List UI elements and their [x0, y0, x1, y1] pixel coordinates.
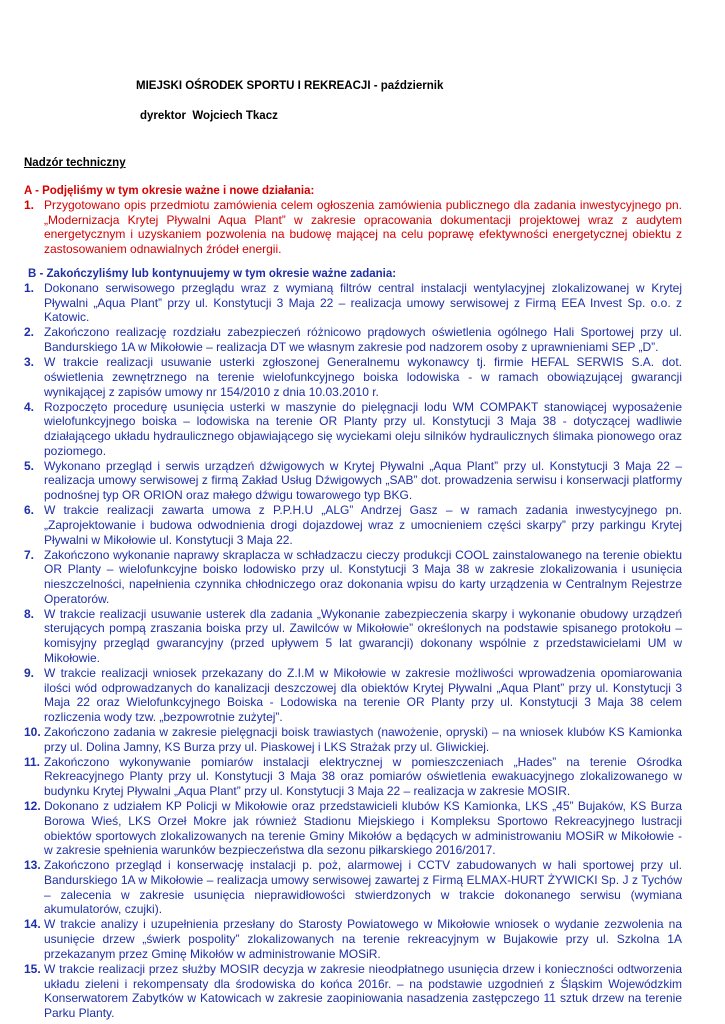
item-number: 2.: [24, 325, 35, 340]
list-item: [24, 325, 682, 354]
item-number: 14.: [24, 917, 41, 932]
list-item: [24, 666, 682, 724]
item-text: Dokonano z udziałem KP Policji w Mikołowie oraz przedstawicieli klubów KS Kamionka, LKS „45” Bujaków, KS Burza Borowa Wieś, LKS Orzeł Mokre jak również Stadionu Miejskiego i Kompleksu Sportowo Rekreacyjnego lustracji obiektów sportowych zlokalizowanych na terenie Gminy Mikołów a będących w administrowaniu MOSiR w Mikołowie - w zakresie spełnienia warunków bezpieczeństwa dla sezonu piłkarskiego 2016/2017.: [44, 799, 682, 858]
section-b-list: [24, 281, 682, 1021]
item-text: Zakończono realizację rozdziału zabezpieczeń różnicowo prądowych oświetlenia ogólnego Hali Sportowej przy ul. Bandurskiego 1A w Mikołowie – realizacja DT we własnym zakresie pod nadzorem osoby z uprawnieniami SEP „D”.: [44, 325, 682, 355]
item-text: Zakończono wykonanie naprawy skraplacza w schładzaczu cieczy produkcji COOL zainstalowanego na terenie obiektu OR Planty – wielofunkcyjne boisko lodowisko przy ul. Konstytucji 3 Maja 38 w zakresie zlokalizowania i usunięcia nieszczelności, napełnienia czynnika chłodniczego oraz dokonania wpisu do karty urządzenia w Centralnym Rejestrze Operatorów.: [44, 547, 682, 606]
section-title: Nadzór techniczny: [24, 157, 126, 169]
list-item: [24, 725, 682, 754]
item-number: 10.: [24, 725, 41, 739]
list-item: [24, 355, 682, 399]
item-text: Rozpoczęto procedurę usunięcia usterki w maszynie do pielęgnacji lodu WM COMPAKT stanowiącej wyposażenie wielofunkcyjnego boiska – lodowiska na terenie OR Planty przy ul. Konstytucji 3 Maja 38 - dotyczącej wadliwie działającego układu hydraulicznego objawiającego się wyciekami oleju silników hydraulicznych ślimaka pionowego oraz poziomego.: [44, 399, 682, 458]
item-text: Zakończono przegląd i konserwację instalacji p. poż, alarmowej i CCTV zabudowanych w hali sportowej przy ul. Bandurskiego 1A w Mikołowie – realizacja umowy serwisowej zawartej z Firmą ELMAX-HURT ŻYWICKI Sp. J z Tychów – zalecenia w zakresie usunięcia nieprawidłowości stwierdzonych w trakcie dokonanego serwisu (wymiana akumulatorów, czujki).: [44, 858, 682, 917]
item-number: 9.: [24, 665, 35, 680]
list-item: [24, 400, 682, 458]
list-item: [24, 198, 682, 256]
item-number: 6.: [24, 503, 35, 518]
list-item: [24, 607, 682, 665]
item-text: W trakcie realizacji przez służby MOSIR decyzja w zakresie nieodpłatnego usunięcia drzew i konieczności odtworzenia układu zieleni i rekompensaty dla środowiska do końca 2016r. – na podstawie uzgodnień z Śląskim Wojewódzkim Konserwatorem Zabytków w Katowicach w zakresie zaopiniowania nasadzenia zastępczego 11 sztuk drzew na terenie Parku Planty.: [44, 961, 682, 1020]
section-b-heading: B - Zakończyliśmy lub kontynuujemy w tym okresie ważne zadania:: [28, 268, 397, 280]
item-number: 13.: [24, 858, 41, 873]
list-item: [24, 917, 682, 961]
item-text: Dokonano serwisowego przeglądu wraz z wymianą filtrów central instalacji wentylacyjnej zlokalizowanej w Krytej Pływalni „Aqua Plant” przy ul. Konstytucji 3 Maja 22 – realizacja umowy serwisowej z Firmą EEA Invest Sp. o.o. z Katowic.: [44, 281, 682, 325]
list-item: [24, 858, 682, 916]
item-text: Wykonano przegląd i serwis urządzeń dźwigowych w Krytej Pływalni „Aqua Plant” przy ul. Konstytucji 3 Maja 22 – realizacja umowy serwisowej z firmą Zakład Usług Dźwigowych „SAB” dot. prowadzenia serwisu i konserwacji platformy podnośnej typ OR ORION oraz małego dźwigu towarowego typ BKG.: [44, 458, 682, 503]
director-line: dyrektor Wojciech Tkacz: [140, 110, 278, 122]
list-item: [24, 548, 682, 606]
section-a-heading: A - Podjęliśmy w tym okresie ważne i nowe działania:: [24, 185, 315, 197]
item-number: 8.: [24, 606, 35, 621]
item-number: 1.: [24, 281, 35, 295]
item-number: 15.: [24, 961, 41, 976]
item-text: W trakcie analizy i uzupełnienia przesłany do Starosty Powiatowego w Mikołowie wniosek o wydanie zezwolenia na usunięcie drzew „świerk pospolity” zlokalizowanych na terenie rekreacyjnym w Bujakowie przy ul. Szkolna 1A przekazanym przez Gminę Mikołów w administrowanie MOSiR.: [44, 917, 682, 961]
list-item: [24, 459, 682, 503]
item-number: 12.: [24, 799, 41, 814]
item-number: 4.: [24, 399, 35, 414]
item-text: W trakcie realizacji usuwanie usterek dla zadania „Wykonanie zabezpieczenia skarpy i wykonanie obudowy urządzeń sterujących pompą zraszania boiska przy ul. Zawilców w Mikołowie” określonych na podstawie spisanego protokołu – komisyjny przegląd gwarancyjny (przed upływem 5 lat gwarancji) dokonany wspólnie z przedstawicielami UM w Mikołowie.: [44, 606, 682, 665]
item-text: Zakończono wykonywanie pomiarów instalacji elektrycznej w pomieszczeniach „Hades” na terenie Ośrodka Rekreacyjnego Planty przy ul. Konstytucji 3 Maja 38 oraz pomiarów oświetlenia ewakuacyjnego zlokalizowanego w budynku Krytej Pływalni „Aqua Plant” przy ul. Konstytucji 3 Maja 22 – realizacja w zakresie MOSIR.: [44, 754, 682, 799]
item-text: Zakończono zadania w zakresie pielęgnacji boisk trawiastych (nawożenie, opryski) – na wniosek klubów KS Kamionka przy ul. Dolina Jamny, KS Burza przy ul. Piaskowej i LKS Strażak przy ul. Gliwickiej.: [44, 725, 682, 754]
item-number: 11.: [24, 754, 41, 769]
item-text: Przygotowano opis przedmiotu zamówienia celem ogłoszenia zamówienia publicznego dla zadania inwestycyjnego pn. „Modernizacja Krytej Pływalni Aqua Plant” w zakresie opracowania dokumentacji projektowej wraz z audytem energetycznym i uzyskaniem pozwolenia na budowę mającej na celu poprawę efektywności energetycznej obiektu z zastosowaniem odnawialnych źródeł energii.: [44, 198, 682, 256]
list-item: [24, 799, 682, 857]
item-text: W trakcie realizacji zawarta umowa z P.P.H.U „ALG” Andrzej Gasz – w ramach zadania inwestycyjnego pn. „Zaprojektowanie i budowa odwodnienia drogi dojazdowej wraz z umocnieniem części skarpy” przy parkingu Krytej Pływalni w Mikołowie ul. Konstytucji 3 Maja 22.: [44, 503, 682, 547]
item-number: 1.: [24, 198, 35, 212]
item-number: 7.: [24, 547, 35, 562]
item-number: 5.: [24, 458, 35, 473]
item-text: W trakcie realizacji usuwanie usterki zgłoszonej Generalnemu wykonawcy tj. firmie HEFAL SERWIS S.A. dot. oświetlenia zewnętrznego na terenie wielofunkcyjnego boiska lodowiska - w ramach obowiązującej gwarancji wynikającej z zapisów umowy nr 154/2010 z dnia 10.03.2010 r.: [44, 355, 682, 399]
page-title: MIEJSKI OŚRODEK SPORTU I REKREACJI - październik: [136, 80, 444, 92]
item-text: W trakcie realizacji wniosek przekazany do Z.I.M w Mikołowie w zakresie możliwości wprowadzenia opomiarowania ilości wód odprowadzanych do kanalizacji deszczowej dla obiektów Krytej Pływalni „Aqua Plant” przy ul. Konstytucji 3 Maja 22 oraz Wielofunkcyjnego Boiska - Lodowiska na terenie OR Planty przy ul. Konstytucji 3 Maja 38 celem rozliczenia wody tzw. „bezpowrotnie zużytej”.: [44, 665, 682, 724]
list-item: [24, 281, 682, 325]
list-item: [24, 755, 682, 799]
list-item: [24, 962, 682, 1020]
list-item: [24, 503, 682, 547]
item-number: 3.: [24, 355, 35, 370]
section-a-list: [24, 198, 682, 256]
